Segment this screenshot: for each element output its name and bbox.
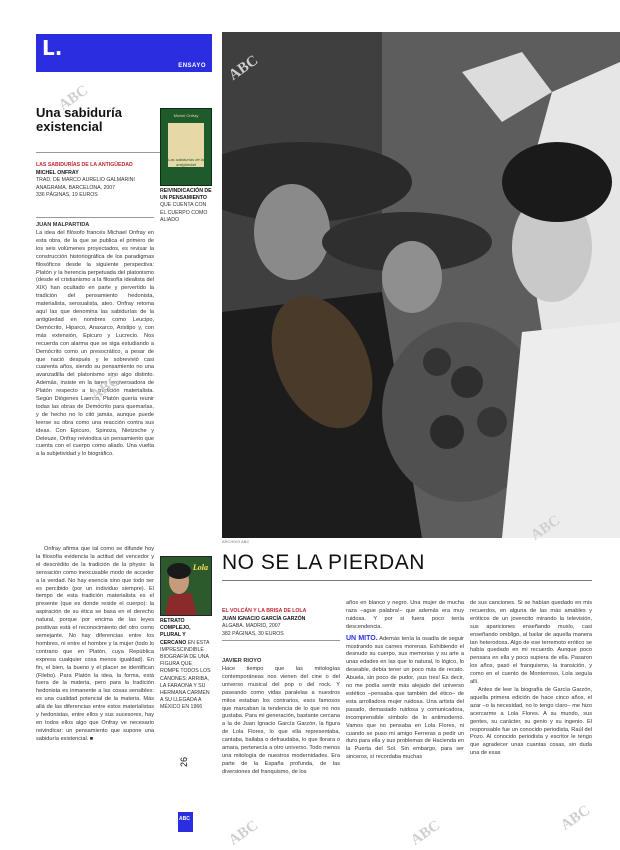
cover-panel bbox=[168, 123, 204, 167]
section-title: NO SE LA PIERDAN bbox=[222, 551, 425, 574]
book-meta-line: TRAD. DE MARCO AURELIO GALMARINI bbox=[36, 177, 135, 183]
divider bbox=[222, 640, 340, 641]
page-number: 26 bbox=[179, 756, 189, 767]
watermark: ABC bbox=[225, 52, 262, 84]
book-author: JUAN IGNACIO GARCÍA GARZÓN bbox=[222, 615, 306, 622]
watermark: ABC bbox=[225, 817, 262, 849]
section-header bbox=[36, 34, 212, 72]
divider bbox=[36, 217, 154, 218]
watermark: ABC bbox=[527, 512, 564, 544]
section-label: ENSAYO bbox=[178, 63, 206, 69]
abc-logo: ABC bbox=[179, 816, 190, 822]
pull-quote-text: EN ESTA IMPRESCINDIBLE BIOGRAFÍA DE UNA FIGURA QUE ROMPE TODOS LOS CÁNONES: ARRIBA, LA FARAONA Y SU HERMANA CARMEN A SU LLEGADA A MÉXICO EN 1966 bbox=[160, 639, 211, 711]
review1-body-2: Onfray afirma que tal como se difunde hoy la filosofía evidencia la actitud del vencedor y el descrédito de la tradición de la physis: la sensación como inexcusable modo de acceder a la verdad. No hay esencia sino que todo ser es percibido (por un individuo siempre). El tiempo de esta tradición materialista es el presente (que es donde reside el cuerpo): la aspiración de su ética se basa en el derecho natural, porque por encima de las leyes positivas está el reconocimiento del otro como semejante. No hay diferencias entre los hombres, ni entre el hombre y la mujer (todo lo contrario que en Platón, cuya República expresa cualquier cosa menos igualdad). En fin, el bien, la bueno y el placer se identifican (Filebo). Para Platón la idea, la forma, está fuera de la materia, pero para la tradición hedonista es inmanente a las cosas sensibles: es una cualidad potencial de la materia. Más allá de las diferencias entre estos materialistas y hedonistas, entre ellos y sus sucesores, hay en todos ellos algo que Onfray ve necesario reivindicar: un pensamiento que supone una sabiduría existencial. ■ bbox=[36, 546, 154, 742]
photo-lola-flores-mariachis bbox=[222, 32, 620, 538]
review1-book-meta bbox=[36, 162, 154, 200]
cover-title: Lola bbox=[192, 563, 208, 572]
book-cover-sabidurias bbox=[160, 108, 212, 186]
section-letter: L. bbox=[42, 36, 63, 60]
watermark: ABC bbox=[557, 802, 594, 834]
photo-illustration bbox=[222, 32, 620, 538]
review1-body: La idea del filósofo francés Michael Onfray en esta obra, de la que se publica el primero de los seis volúmenes proyectados, es revisar la construcción historiográfica de los paradigmas filosóficos desde la siguiente perspectiva: Platón y la herencia perpetuada del platonismo (desde el cristianismo a la filosofía idealista del XIX) han ocultado en parte y pervertido la tradición del pensamiento hedonista, materialista, sensualista, ateo. Onfray retoma aquí las que denomina las sabidurías de la antigüedad en nombres como Leucipo, Demócrito, Hiparco, Anaxarco, Aristipo y, con más extensión, Epicuro y Lucrecio. Nos recuerda con alarma que se siga estudiando a Demócrito como un presocrático, a pesar de que nació después y le sobrevivió casi cuarenta años, siendo su pensamiento no una avanzadilla del platonismo sino algo distinto. Además, insiste en la tarea tergiversadora de Platón respecto a la tradición materialista. Según Diógenes Laercio, Platón quería reunir todas las obras de Demócrito para quemarlas, y de hecho no lo citó jamás, aunque puede leerse su obra como una reacción contra sus ideas. Con Epicuro, Spinoza, Nietzsche y Deleuze, Onfray reivindica un pensamiento que cuenta con el cuerpo como aliado. Una vuelta a la subjetividad y lo biográfico. bbox=[36, 230, 154, 458]
watermark: ABC bbox=[87, 372, 124, 404]
subhead-un-mito: UN MITO. bbox=[346, 634, 378, 642]
pull-quote-head: REIVINDICACIÓN DE UN PENSAMIENTO bbox=[160, 188, 212, 202]
book-meta-line: 382 PÁGINAS, 30 EUROS bbox=[222, 630, 284, 637]
review2-byline: JAVIER RIOYO bbox=[222, 658, 262, 664]
book-cover-lola bbox=[160, 556, 212, 616]
review2-col2-a: años en blanco y negro. Una mujer de mucha raza –ague palabra!– que además era muy ruidosa. Y por si fuera poco tenía descendencia. bbox=[346, 600, 464, 630]
review2-col3 bbox=[470, 600, 592, 758]
book-title: LAS SABIDURÍAS DE LA ANTIGÜEDAD bbox=[36, 162, 133, 168]
photo-credit: ARCHIVO ABC bbox=[222, 539, 250, 544]
book-meta-line: ANAGRAMA. BARCELONA, 2007 bbox=[36, 184, 115, 191]
book-meta-line: 336 PÁGINAS, 19 EUROS bbox=[36, 192, 98, 198]
review2-col1: Hace tiempo que las mitologías contemporáneas nos vienen del cine o del universo musical del pop o del rock. Y paseando como vidas paralelas a nuestros mitos estaban los contrarios, esos famosos que marcaban la tendencia de lo que no nos gustaba. Para mi generación, bastante cercana a la de Juan Ignacio García Garzón, la figura de Lola Flores, lo que ella representaba, cantaba, bailaba o defraudaba, lo que llorara o amara, pertenecía a otro universo. Todo menos una mitología de nuestros modernidades. Era parte de la España profunda, de las diversiones del franquismo, de los bbox=[222, 666, 340, 775]
review2-col3-a: de sus canciones. Si se habían quedado en mis recuerdos, en alguna de las más amables y eróticos de un jovencito mirando la televisión, sus apariciones enseñando muslo, casi enseñando ombligo, al bailar de aquella manera tan heterodoxa. Algo de ese terremoto erótico se había quedado en mi recuerdo. Aunque poco pensara en ella y poco supiera de ella. Pasaron los años, pasó el franquismo, la transición, y como en el cuento de Monterroso, Lola seguía allí. bbox=[470, 600, 592, 686]
pull-quote-2 bbox=[160, 618, 212, 712]
book-title: EL VOLCÁN Y LA BRISA DE LOLA bbox=[222, 608, 307, 614]
cover-author: Michel Onfray bbox=[173, 113, 199, 118]
review2-col3-b: Antes de leer la biografía de García Garzón, aquella primera edición de hace cinco años, el azar –o la necesidad, no lo tengo claro– me hizo acercarme a Lola Flores. A su mundo, sus gentes, su carácter, su genio y su ingenio. El responsable fue un conocido periodista, Raúl del Pozo. Al conocido periodista y escritor le tengo que agradecer unas cuantas cosas, sin duda una de esas bbox=[470, 686, 592, 757]
abc-logo-bar bbox=[178, 812, 193, 832]
review1-title: Una sabiduría existencial bbox=[36, 105, 122, 134]
pull-quote-text: QUE CUENTA CON EL CUERPO COMO ALIADO bbox=[160, 202, 208, 223]
watermark: ABC bbox=[55, 82, 92, 114]
book-author: MICHEL ONFRAY bbox=[36, 169, 79, 176]
book-meta-line: ALGABA. MADRID, 2007 bbox=[222, 623, 281, 629]
watermark: ABC bbox=[407, 817, 444, 849]
review2-book-meta bbox=[222, 608, 340, 638]
pull-quote-1 bbox=[160, 188, 212, 224]
review2-col2 bbox=[346, 600, 464, 762]
review2-col2-b bbox=[346, 635, 464, 763]
divider bbox=[222, 580, 592, 581]
pull-quote-head: RETRATO COMPLEJO, PLURAL Y CERCANO bbox=[160, 618, 191, 646]
cover-title: Las sabidurías de la antigüedad bbox=[168, 157, 204, 167]
review1-byline: JUAN MALPARTIDA bbox=[36, 222, 90, 228]
review2-col2-text: Además tenía la osadía de seguir mostrando sus carnes morenas. Exhibiendo el desnudo su cuerpo, sus memorias y su arte a unas edades en las que lo natural, lo lógico, lo deseable, debía tener un poco más de recato. Abuela, sin poco de pudor, ¡sus tres! Es decir, no me podía sentir más alejado del universo estético –pensaba que también del ético– de esta arrolladora mujer ruidosa. Una artista del pasado, demasiado ruidosa y comunicadora, incomprensible símbolo de lo antimoderno. Vamos que no pensaba en Lola Flores, ni cuando se puso mi amigo Ferreras a pedir un duro para ella y sus problemas de Hacienda en la Puerta del Sol. Sin embargo, para ser sinceros, sí recordaba muchas bbox=[346, 635, 465, 761]
